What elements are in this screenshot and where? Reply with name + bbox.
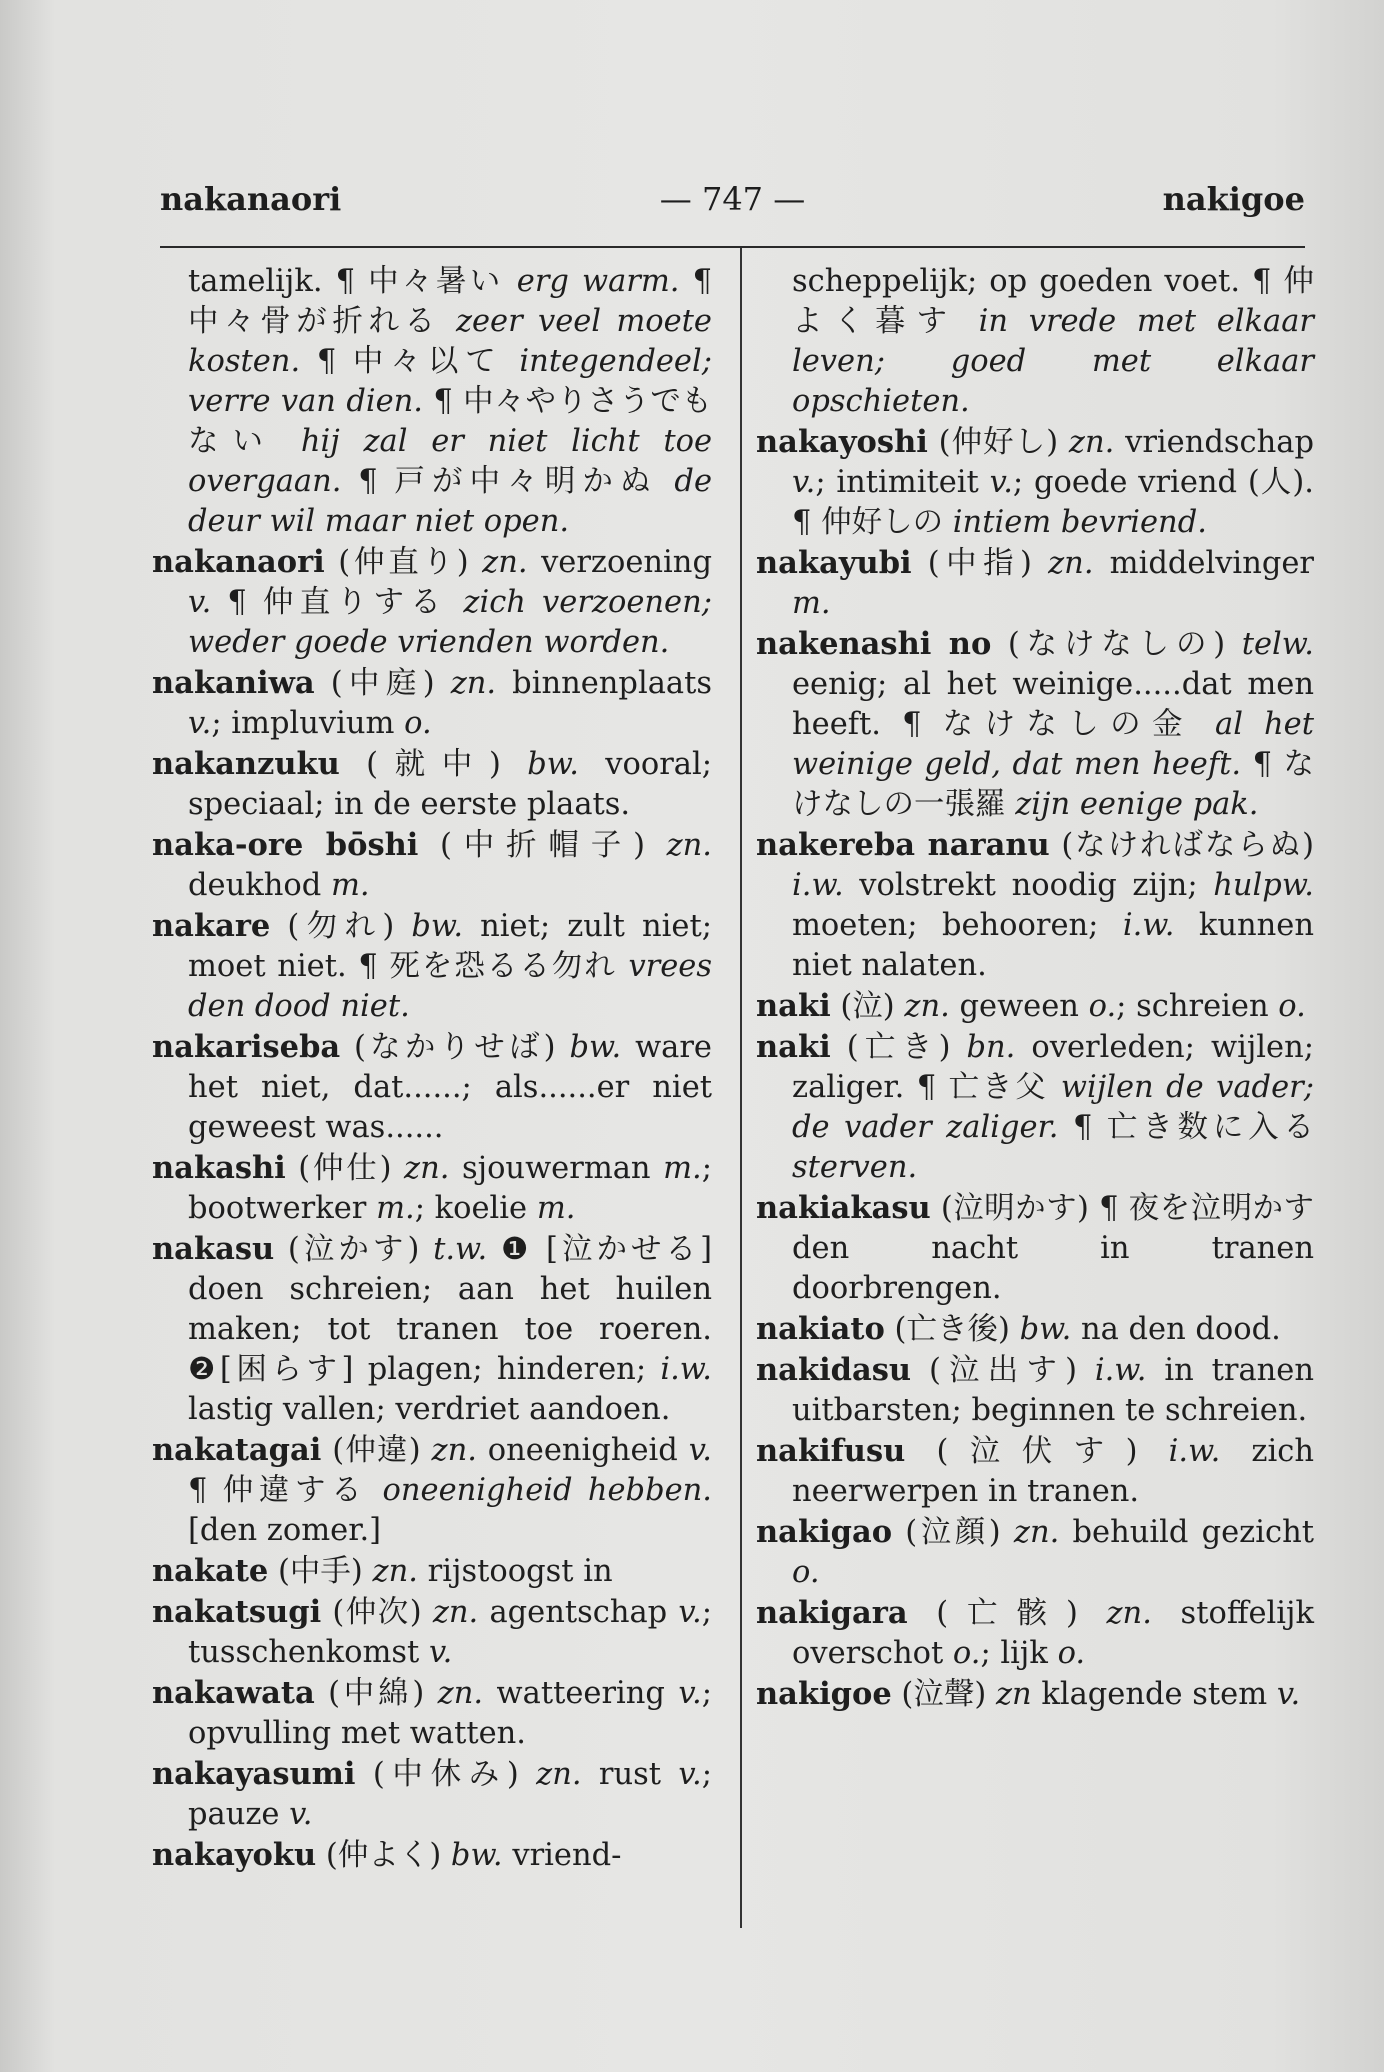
dictionary-entry bbox=[756, 624, 1314, 825]
entry-italic-text: zn. bbox=[1048, 546, 1094, 581]
entry-text: agentschap bbox=[478, 1595, 679, 1630]
dictionary-entry bbox=[756, 1350, 1314, 1431]
entry-italic-text: v. bbox=[989, 465, 1013, 500]
entry-text: klagende stem bbox=[1031, 1677, 1277, 1712]
dictionary-entry bbox=[756, 986, 1314, 1027]
entry-text: ; schreien bbox=[1116, 989, 1279, 1024]
entry-headword: nakaniwa bbox=[152, 665, 315, 701]
entry-text: (中庭) bbox=[314, 666, 451, 701]
entry-text: oneenigheid bbox=[476, 1433, 689, 1468]
entry-text: ¶ 亡き数に入る bbox=[1058, 1110, 1315, 1145]
entry-text: (泣) bbox=[830, 989, 905, 1024]
entry-italic-text: v. bbox=[792, 465, 816, 500]
entry-italic-text: bn. bbox=[966, 1030, 1016, 1065]
entry-text: (就中) bbox=[339, 747, 528, 782]
entry-text: ; goede vriend (人). ¶ 仲好しの bbox=[792, 465, 1314, 540]
entry-text: rust bbox=[581, 1757, 679, 1792]
dictionary-entry bbox=[756, 262, 1314, 422]
entry-italic-text: i.w. bbox=[1168, 1434, 1221, 1469]
entry-text: ¶ なけなしの一張羅 bbox=[792, 747, 1314, 822]
dictionary-entry bbox=[152, 825, 712, 906]
entry-italic-text: i.w. bbox=[792, 868, 844, 903]
entry-headword: nakatagai bbox=[152, 1432, 322, 1468]
right-column bbox=[756, 262, 1314, 1715]
entry-italic-text: i.w. bbox=[1094, 1353, 1147, 1388]
dictionary-entry bbox=[756, 1674, 1314, 1715]
dictionary-entry bbox=[152, 1673, 712, 1754]
entry-text: deukhod bbox=[188, 868, 331, 903]
entry-text: (中指) bbox=[911, 546, 1049, 581]
entry-italic-text: m. bbox=[663, 1151, 702, 1186]
entry-text: ; koelie bbox=[414, 1191, 537, 1226]
header-last-entry: nakigoe bbox=[1162, 180, 1305, 218]
entry-text: (仲直り) bbox=[324, 545, 483, 580]
dictionary-entry bbox=[756, 1593, 1314, 1674]
entry-text: volstrekt noodig zijn; bbox=[843, 868, 1214, 903]
entry-italic-text: wijlen de vader; de vader zaliger. bbox=[792, 1070, 1314, 1145]
entry-italic-text: erg warm. bbox=[516, 264, 680, 299]
entry-headword: nakayubi bbox=[756, 545, 912, 581]
entry-italic-text: bw. bbox=[569, 1030, 622, 1065]
entry-italic-text: m. bbox=[330, 868, 370, 903]
entry-headword: naki bbox=[756, 988, 831, 1024]
entry-text: ¶ 中々以て bbox=[300, 344, 520, 379]
dictionary-entry bbox=[756, 1309, 1314, 1350]
entry-text: geween bbox=[949, 989, 1089, 1024]
entry-italic-text: v. bbox=[678, 1676, 702, 1711]
entry-headword: nakashi bbox=[152, 1150, 286, 1186]
entry-italic-text: zn. bbox=[437, 1676, 484, 1711]
dictionary-entry bbox=[152, 1592, 712, 1673]
entry-text: rijstoogst in bbox=[417, 1554, 613, 1589]
header-rule bbox=[160, 246, 1305, 248]
entry-text: scheppelijk; op goeden voet. ¶ 仲よく暮す bbox=[792, 264, 1314, 339]
dictionary-entry bbox=[756, 543, 1314, 624]
entry-italic-text: de deur wil maar niet open. bbox=[188, 464, 712, 539]
entry-italic-text: v. bbox=[188, 585, 212, 620]
entry-headword: nakifusu bbox=[756, 1433, 906, 1469]
entry-italic-text: v. bbox=[678, 1757, 702, 1792]
entry-italic-text: telw. bbox=[1241, 627, 1314, 662]
entry-italic-text: v. bbox=[678, 1595, 702, 1630]
entry-italic-text: intiem bevriend. bbox=[952, 505, 1207, 540]
entry-headword: nakayoku bbox=[152, 1837, 317, 1873]
entry-headword: nakawata bbox=[152, 1675, 315, 1711]
entry-italic-text: v. bbox=[1276, 1677, 1301, 1712]
entry-italic-text: zn. bbox=[1013, 1515, 1060, 1550]
dictionary-entry bbox=[152, 744, 712, 825]
entry-headword: nakayasumi bbox=[152, 1756, 356, 1792]
entry-text: sjouwerman bbox=[449, 1151, 664, 1186]
dictionary-entry bbox=[152, 542, 712, 663]
entry-text: na den dood. bbox=[1071, 1312, 1281, 1347]
entry-italic-text: al het weinige geld, dat men heeft. bbox=[792, 707, 1314, 782]
entry-headword: nakereba naranu bbox=[756, 827, 1050, 863]
entry-headword: nakayoshi bbox=[756, 424, 928, 460]
entry-text: (中手) bbox=[268, 1554, 373, 1589]
entry-italic-text: zn bbox=[995, 1677, 1032, 1712]
entry-text: vooral; speciaal; in de eerste plaats. bbox=[188, 747, 712, 822]
dictionary-entry bbox=[152, 663, 712, 744]
entry-text: kunnen niet nalaten. bbox=[792, 908, 1314, 983]
entry-text: ; pauze bbox=[188, 1757, 712, 1832]
entry-text: watteering bbox=[483, 1676, 679, 1711]
entry-italic-text: zn. bbox=[404, 1151, 450, 1186]
entry-text: (仲違) bbox=[321, 1433, 432, 1468]
entry-italic-text: o. bbox=[1057, 1636, 1086, 1671]
dictionary-entry bbox=[756, 422, 1314, 543]
entry-italic-text: in vrede met elkaar leven; goed met elkaar opschieten. bbox=[792, 304, 1314, 419]
entry-text: (中折帽子) bbox=[418, 828, 667, 863]
dictionary-entry bbox=[152, 262, 712, 542]
entry-text: (中休み) bbox=[355, 1757, 537, 1792]
entry-headword: nakiakasu bbox=[756, 1190, 931, 1226]
entry-text: (亡き) bbox=[830, 1030, 967, 1065]
entry-text: ware het niet, dat......; als......er niet geweest was...... bbox=[188, 1030, 712, 1145]
entry-italic-text: oneenigheid hebben. bbox=[382, 1473, 712, 1508]
entry-text: (泣出す) bbox=[911, 1353, 1095, 1388]
entry-text: binnenplaats bbox=[496, 666, 712, 701]
entry-italic-text: hulpw. bbox=[1213, 868, 1314, 903]
entry-text: vriendschap bbox=[1114, 425, 1314, 460]
entry-text: ¶ 中々骨が折れる bbox=[188, 264, 713, 339]
entry-text: (泣かす) bbox=[274, 1232, 434, 1267]
entry-italic-text: zn. bbox=[450, 666, 497, 701]
entry-text: [den zomer.] bbox=[188, 1513, 382, 1548]
dictionary-entry bbox=[756, 825, 1314, 986]
entry-text: (仲よく) bbox=[316, 1838, 451, 1873]
dictionary-entry bbox=[152, 1754, 712, 1835]
entry-text: (勿れ) bbox=[270, 909, 412, 944]
dictionary-entry bbox=[152, 1027, 712, 1148]
entry-text: (亡き後) bbox=[884, 1312, 1020, 1347]
entry-text: in tranen uitbarsten; beginnen te schreien. bbox=[792, 1353, 1314, 1428]
entry-italic-text: v. bbox=[688, 1433, 712, 1468]
entry-italic-text: m. bbox=[376, 1191, 415, 1226]
entry-text: (なければならぬ) bbox=[1049, 828, 1314, 863]
entry-headword: nakanzuku bbox=[152, 746, 340, 782]
entry-italic-text: o. bbox=[1278, 989, 1306, 1024]
entry-headword: nakate bbox=[152, 1553, 269, 1589]
entry-text: niet; zult niet; moet niet. ¶ 死を恐るる勿れ bbox=[188, 909, 712, 984]
entry-text: (中綿) bbox=[314, 1676, 438, 1711]
entry-italic-text: zn. bbox=[666, 828, 712, 863]
dictionary-entry bbox=[152, 1551, 712, 1592]
entry-headword: nakigara bbox=[756, 1595, 908, 1631]
entry-italic-text: m. bbox=[536, 1191, 576, 1226]
entry-italic-text: zn. bbox=[372, 1554, 418, 1589]
entry-italic-text: integendeel; verre van dien. bbox=[188, 344, 712, 419]
entry-italic-text: zijn eenige pak. bbox=[1015, 787, 1259, 822]
entry-text: ; opvulling met watten. bbox=[188, 1676, 712, 1751]
entry-headword: nakiato bbox=[756, 1311, 885, 1347]
entry-italic-text: hij zal er niet licht toe overgaan. bbox=[188, 424, 712, 499]
entry-headword: nakanaori bbox=[152, 544, 325, 580]
entry-text: (なかりせば) bbox=[340, 1030, 570, 1065]
entry-italic-text: v. bbox=[289, 1797, 313, 1832]
entry-italic-text: o. bbox=[404, 706, 432, 741]
entry-text: stoffelijk overschot bbox=[792, 1596, 1314, 1671]
dictionary-entry bbox=[152, 1229, 712, 1430]
page-header bbox=[160, 180, 1305, 230]
page-number: — 747 — bbox=[659, 180, 806, 218]
entry-text: ; bootwerker bbox=[188, 1151, 712, 1226]
entry-text: (泣伏す) bbox=[905, 1434, 1169, 1469]
entry-italic-text: bw. bbox=[527, 747, 579, 782]
entry-italic-text: zn. bbox=[431, 1433, 477, 1468]
entry-italic-text: bw. bbox=[450, 1838, 503, 1873]
entry-text: ¶ 中々やりさうでもない bbox=[188, 384, 713, 459]
entry-text: behuild gezicht bbox=[1059, 1515, 1314, 1550]
entry-text: (泣聲) bbox=[891, 1677, 996, 1712]
dictionary-entry bbox=[756, 1512, 1314, 1593]
entry-italic-text: o. bbox=[1088, 989, 1117, 1024]
entry-italic-text: t.w. bbox=[433, 1232, 488, 1267]
entry-italic-text: bw. bbox=[1019, 1312, 1072, 1347]
dictionary-entry bbox=[152, 1835, 712, 1876]
entry-text: ; lijk bbox=[980, 1636, 1058, 1671]
entry-headword: nakariseba bbox=[152, 1029, 341, 1065]
entry-text: ; impluvium bbox=[211, 706, 405, 741]
entry-text: vriend- bbox=[502, 1838, 622, 1873]
entry-headword: nakenashi no bbox=[756, 626, 992, 662]
entry-text: verzoening bbox=[527, 545, 712, 580]
entry-text: moeten; behooren; bbox=[792, 908, 1123, 943]
entry-italic-text: o. bbox=[952, 1636, 981, 1671]
entry-italic-text: v. bbox=[188, 706, 212, 741]
entry-text: (仲次) bbox=[321, 1595, 433, 1630]
entry-text: (泣明かす) ¶ 夜を泣明かす den nacht in tranen doorbrengen. bbox=[792, 1191, 1314, 1306]
entry-italic-text: zn. bbox=[904, 989, 950, 1024]
entry-italic-text: i.w. bbox=[660, 1352, 712, 1387]
entry-italic-text: zich verzoenen; weder goede vrienden worden. bbox=[188, 585, 712, 660]
entry-italic-text: o. bbox=[792, 1555, 820, 1590]
entry-headword: naki bbox=[756, 1029, 831, 1065]
entry-text: lastig vallen; verdriet aandoen. bbox=[188, 1392, 671, 1427]
dictionary-entry bbox=[152, 1430, 712, 1551]
entry-italic-text: bw. bbox=[411, 909, 464, 944]
header-first-entry: nakanaori bbox=[160, 180, 342, 218]
entry-text: ¶ 仲違する bbox=[188, 1473, 383, 1508]
entry-text: ❶ [泣かせる] doen schreien; aan het huilen maken; tot tranen toe roeren. ❷[困らす] plagen; hinderen; bbox=[188, 1232, 712, 1387]
entry-text: overleden; wijlen; zaliger. ¶ 亡き父 bbox=[792, 1030, 1314, 1105]
column-divider bbox=[740, 248, 742, 1928]
entry-headword: nakatsugi bbox=[152, 1594, 322, 1630]
entry-text: ¶ 戸が中々明かぬ bbox=[341, 464, 675, 499]
entry-text: eenig; al het weinige.....dat men heeft. ¶ なけなしの金 bbox=[792, 667, 1314, 742]
entry-text: ; tusschenkomst bbox=[188, 1595, 712, 1670]
entry-italic-text: sterven. bbox=[792, 1150, 918, 1185]
left-column bbox=[152, 262, 712, 1876]
entry-text: tamelijk. ¶ 中々暑い bbox=[188, 264, 517, 299]
entry-italic-text: v. bbox=[429, 1635, 453, 1670]
entry-italic-text: zeer veel moete kosten. bbox=[188, 304, 712, 379]
entry-headword: naka-ore bōshi bbox=[152, 827, 419, 863]
dictionary-entry bbox=[756, 1431, 1314, 1512]
entry-headword: nakigoe bbox=[756, 1676, 892, 1712]
entry-headword: nakasu bbox=[152, 1231, 275, 1267]
entry-headword: nakigao bbox=[756, 1514, 893, 1550]
dictionary-entry bbox=[756, 1027, 1314, 1188]
entry-text: zich neerwerpen in tranen. bbox=[792, 1434, 1314, 1509]
dictionary-entry bbox=[152, 1148, 712, 1229]
entry-text: (仲仕) bbox=[285, 1151, 405, 1186]
entry-text: (仲好し) bbox=[927, 425, 1069, 460]
entry-italic-text: zn. bbox=[482, 545, 528, 580]
entry-text: (なけなしの) bbox=[991, 627, 1242, 662]
entry-text: (泣顔) bbox=[892, 1515, 1014, 1550]
entry-italic-text: zn. bbox=[1106, 1596, 1152, 1631]
entry-text: ; intimiteit bbox=[815, 465, 990, 500]
entry-text: middelvinger bbox=[1093, 546, 1314, 581]
entry-italic-text: zn. bbox=[536, 1757, 582, 1792]
entry-headword: nakare bbox=[152, 908, 271, 944]
entry-text: (亡骸) bbox=[907, 1596, 1107, 1631]
dictionary-entry bbox=[152, 906, 712, 1027]
entry-italic-text: i.w. bbox=[1122, 908, 1175, 943]
entry-italic-text: zn. bbox=[432, 1595, 479, 1630]
entry-headword: nakidasu bbox=[756, 1352, 912, 1388]
entry-italic-text: vrees den dood niet. bbox=[188, 949, 712, 1024]
entry-italic-text: zn. bbox=[1068, 425, 1115, 460]
dictionary-entry bbox=[756, 1188, 1314, 1309]
entry-italic-text: m. bbox=[792, 586, 831, 621]
entry-text: ¶ 仲直りする bbox=[211, 585, 464, 620]
